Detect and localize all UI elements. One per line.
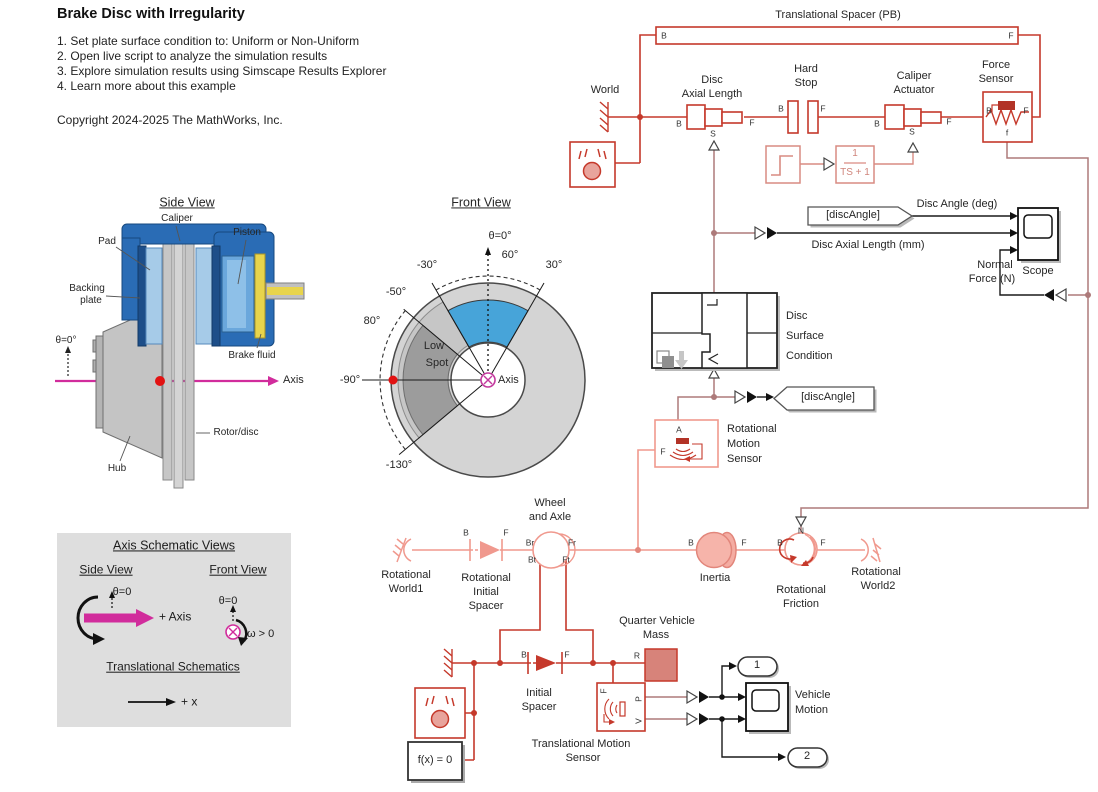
port-wheelaxle-ft: Ft xyxy=(562,554,570,565)
label-scope: Scope xyxy=(1022,265,1054,278)
port-rotsensor-f: F xyxy=(660,446,666,457)
front-view-spot-label: Spot xyxy=(425,357,449,370)
label-disc-surface-condition-2: Surface xyxy=(786,330,824,343)
label-transfer-fcn-den: TS + 1 xyxy=(840,166,870,178)
side-view-backing-label-1: Backing xyxy=(69,282,105,294)
port-friction-n: N xyxy=(797,525,805,536)
label-disc-axial-length-2: Axial Length xyxy=(681,88,743,101)
label-disc-axial-length-1: Disc xyxy=(701,74,723,87)
port-caliper-s: S xyxy=(909,126,915,137)
front-view-theta-label: θ=0° xyxy=(488,230,512,243)
axis-center-dot xyxy=(155,376,165,386)
port-friction-f: F xyxy=(820,537,826,548)
front-view-dot xyxy=(389,376,398,385)
caliper-actuator-block[interactable] xyxy=(885,105,941,129)
port-dal-f: F xyxy=(749,117,755,128)
label-hard-stop-1: Hard xyxy=(794,63,818,76)
inertia-block[interactable] xyxy=(697,533,737,568)
label-rotational-initial-spacer-3: Spacer xyxy=(468,600,504,613)
solver-configuration-1-block[interactable] xyxy=(570,142,615,187)
label-initial-spacer-1: Initial xyxy=(526,687,552,700)
label-force-sensor-1: Force xyxy=(981,59,1011,72)
side-view-pad-label: Pad xyxy=(98,235,116,247)
side-view-backing-label-2: plate xyxy=(80,294,102,306)
side-view-axis-label: Axis xyxy=(283,374,304,387)
label-vehicle-motion-1: Vehicle xyxy=(795,689,831,702)
page-title: Brake Disc with Irregularity xyxy=(57,6,245,22)
label-outport-2: 2 xyxy=(803,750,811,763)
label-vehicle-motion-2: Motion xyxy=(795,704,829,717)
label-translational-motion-sensor-1: Translational Motion xyxy=(531,738,631,751)
label-rotational-world2-2: World2 xyxy=(860,580,896,593)
port-caliper-f: F xyxy=(946,116,952,127)
port-dal-b: B xyxy=(676,118,682,129)
port-rotspacer-f: F xyxy=(503,527,509,538)
port-initspacer-f: F xyxy=(564,649,570,660)
port-forcesensor-b: B xyxy=(986,105,992,116)
label-caliper-actuator-1: Caliper xyxy=(896,70,932,83)
legend-axis-label: + Axis xyxy=(159,609,192,624)
scope-block[interactable] xyxy=(1018,208,1061,263)
axis-arrow-icon xyxy=(268,376,279,386)
port-wheelaxle-br: Br xyxy=(525,537,535,548)
port-rotsensor-a: A xyxy=(676,424,682,435)
label-signal-normal-2: Force (N) xyxy=(968,273,1016,286)
label-rotational-friction-1: Rotational xyxy=(776,584,826,597)
port-initspacer-b: B xyxy=(521,649,527,660)
label-quarter-vehicle-mass-2: Mass xyxy=(642,629,670,642)
label-initial-spacer-2: Spacer xyxy=(521,701,557,714)
side-view-piston-label: Piston xyxy=(233,226,261,238)
front-view-80-label: 80° xyxy=(363,315,381,328)
hard-stop-block[interactable] xyxy=(788,101,818,133)
legend-front-view: Front View xyxy=(209,562,267,577)
port-dal-s: S xyxy=(710,128,716,139)
step-block[interactable] xyxy=(766,146,800,183)
front-view-title: Front View xyxy=(451,195,511,210)
label-hard-stop-2: Stop xyxy=(794,77,818,90)
force-sensor-mass-icon xyxy=(998,101,1015,110)
side-view-title: Side View xyxy=(159,195,215,210)
label-disc-surface-condition-1: Disc xyxy=(786,310,808,323)
instruction-2[interactable]: 2. Open live script to analyze the simulation results xyxy=(57,49,328,63)
disc-axial-length-block[interactable] xyxy=(687,105,742,129)
front-view-minus30-label: -30° xyxy=(416,259,438,272)
legend-theta-front: θ=0 xyxy=(218,595,238,608)
sensor-icon xyxy=(676,438,689,444)
scope-screen-icon xyxy=(752,690,779,711)
label-rotational-friction-2: Friction xyxy=(782,598,820,611)
port-hardstop-b: B xyxy=(778,103,784,114)
label-rotational-initial-spacer-1: Rotational xyxy=(461,572,511,585)
port-mass-r: R xyxy=(633,650,641,661)
copyright: Copyright 2024-2025 The MathWorks, Inc. xyxy=(57,113,283,127)
rotational-world1-ground[interactable] xyxy=(393,538,411,562)
label-signal-normal-1: Normal xyxy=(977,259,1013,272)
label-force-sensor-2: Sensor xyxy=(978,73,1014,86)
label-disc-surface-condition-3: Condition xyxy=(786,350,833,363)
rotational-friction-block[interactable] xyxy=(780,533,817,566)
label-outport-1: 1 xyxy=(753,659,761,672)
legend-side-view: Side View xyxy=(79,562,133,577)
translational-ground-bottom[interactable] xyxy=(444,649,452,677)
rotational-initial-spacer-block[interactable] xyxy=(470,539,502,561)
label-translational-motion-sensor-2: Sensor xyxy=(565,752,601,765)
legend-theta-side: θ=0 xyxy=(112,586,132,599)
sensor-icon xyxy=(620,702,625,716)
caliper-shape xyxy=(122,224,304,346)
label-inertia: Inertia xyxy=(699,572,731,585)
side-view-rotor-label: Rotor/disc xyxy=(213,426,259,438)
instruction-3[interactable]: 3. Explore simulation results using Simscape Results Explorer xyxy=(57,64,387,78)
port-transsensor-p: P xyxy=(633,696,644,702)
port-friction-b: B xyxy=(777,537,783,548)
label-quarter-vehicle-mass-1: Quarter Vehicle xyxy=(619,615,695,628)
front-view-minus90-label: -90° xyxy=(339,374,361,387)
instruction-4[interactable]: 4. Learn more about this example xyxy=(57,79,236,93)
instruction-1[interactable]: 1. Set plate surface condition to: Uniform or Non-Uniform xyxy=(57,34,360,48)
side-view-hub-label: Hub xyxy=(107,462,127,474)
port-transsensor-f: F xyxy=(598,688,609,694)
label-world: World xyxy=(590,84,620,97)
side-view-brake-fluid-label: Brake fluid xyxy=(228,349,276,361)
legend-x-label: + x xyxy=(181,694,198,709)
port-wheelaxle-bt: Bt xyxy=(527,554,537,565)
label-rotational-world1-1: Rotational xyxy=(381,569,431,582)
translational-spacer-pb-block[interactable] xyxy=(656,27,1018,44)
disc-surface-condition-block[interactable] xyxy=(652,293,780,371)
port-rotspacer-b: B xyxy=(463,527,469,538)
port-transsensor-v: V xyxy=(633,718,644,724)
label-caliper-actuator-2: Actuator xyxy=(893,84,935,97)
label-wheel-and-axle-2: and Axle xyxy=(528,511,572,524)
rotational-motion-sensor-block[interactable] xyxy=(655,420,718,467)
port-inertia-b: B xyxy=(688,537,694,548)
front-view-axis-label: Axis xyxy=(498,374,519,387)
port-forcesensor-f: F xyxy=(1023,105,1029,116)
label-rotational-world1-2: World1 xyxy=(388,583,424,596)
label-transfer-fcn-num: 1 xyxy=(852,147,858,159)
world-ground[interactable] xyxy=(600,102,608,132)
front-view-30-label: 30° xyxy=(545,259,563,272)
label-rotational-world2-1: Rotational xyxy=(851,566,901,579)
legend-title: Axis Schematic Views xyxy=(112,538,236,553)
port-caliper-b: B xyxy=(874,118,880,129)
port-spacer-f: F xyxy=(1008,30,1014,41)
label-rotational-initial-spacer-2: Initial xyxy=(473,586,499,599)
port-spacer-b: B xyxy=(661,30,667,41)
label-signal-disc-axial-length: Disc Axial Length (mm) xyxy=(811,239,925,252)
front-view-minus50-label: -50° xyxy=(385,286,407,299)
label-rotational-motion-sensor-1: Rotational xyxy=(727,423,777,436)
front-view-60-label: 60° xyxy=(501,249,519,262)
port-forcesensor-fout: f xyxy=(1005,127,1009,138)
front-view-illustration xyxy=(362,247,585,477)
side-view-theta-label: θ=0° xyxy=(55,334,77,346)
front-view-low-label: Low xyxy=(423,340,445,353)
port-inertia-f: F xyxy=(741,537,747,548)
label-from-discangle: [discAngle] xyxy=(826,209,880,222)
scope-screen-icon xyxy=(1024,215,1052,238)
front-view-minus130-label: -130° xyxy=(385,459,413,472)
solver-configuration-2-block[interactable] xyxy=(415,688,465,738)
legend-translational-title: Translational Schematics xyxy=(106,659,240,674)
label-goto-discangle: [discAngle] xyxy=(801,391,855,404)
label-wheel-and-axle-1: Wheel xyxy=(534,497,566,510)
quarter-vehicle-mass-block[interactable] xyxy=(645,649,677,681)
label-rotational-motion-sensor-2: Motion xyxy=(727,438,761,451)
label-rotational-motion-sensor-3: Sensor xyxy=(727,453,762,466)
side-view-caliper-label: Caliper xyxy=(161,212,193,224)
label-translational-spacer-pb: Translational Spacer (PB) xyxy=(775,9,901,22)
vehicle-motion-scope-block[interactable] xyxy=(746,683,791,734)
label-solver-fx0: f(x) = 0 xyxy=(417,754,453,767)
legend-omega-label: ω > 0 xyxy=(247,628,275,641)
port-hardstop-f: F xyxy=(820,103,826,114)
label-signal-disc-angle: Disc Angle (deg) xyxy=(916,198,998,211)
port-wheelaxle-fr: Fr xyxy=(567,537,577,548)
